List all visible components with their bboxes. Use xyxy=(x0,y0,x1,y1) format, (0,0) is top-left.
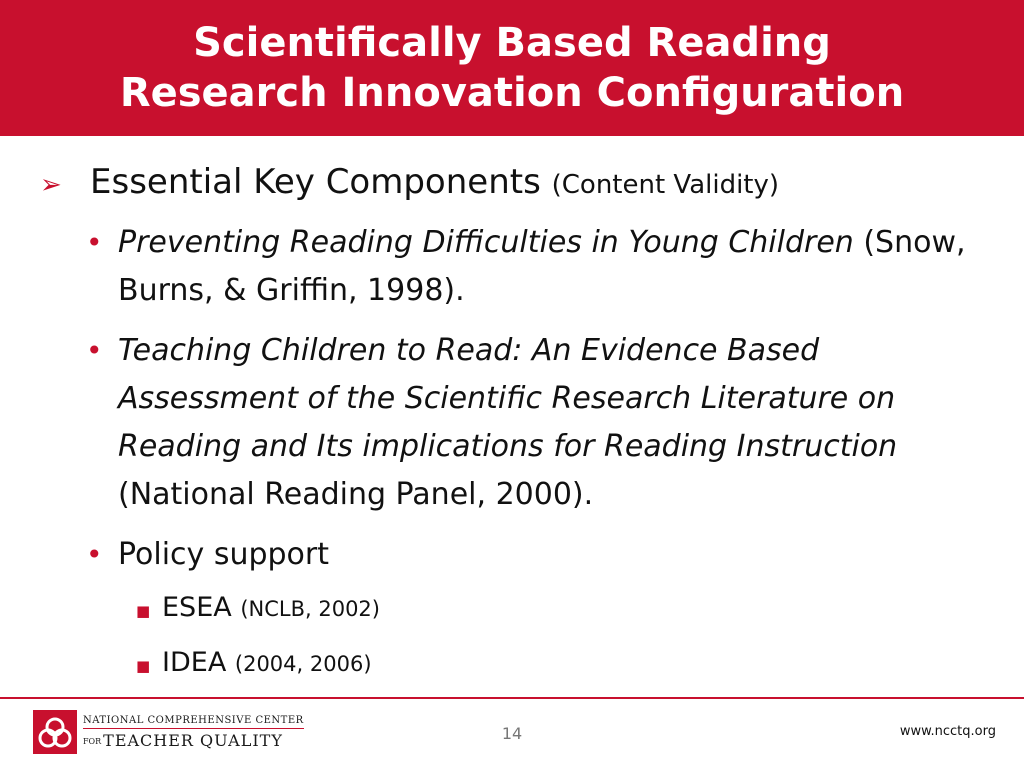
square-icon: ■ xyxy=(136,657,151,675)
slide-title-line-2: Research Innovation Configuration xyxy=(119,70,905,116)
ncctq-logo xyxy=(33,710,304,754)
law-note: (NCLB, 2002) xyxy=(240,597,380,621)
dot-icon: • xyxy=(86,226,103,259)
footer-divider xyxy=(0,697,1024,699)
logo-teacher-quality: TEACHER QUALITY xyxy=(103,730,283,750)
dot-icon: • xyxy=(86,538,103,571)
logo-line-1: NATIONAL COMPREHENSIVE CENTER xyxy=(83,715,304,729)
footer-url: www.ncctq.org xyxy=(899,724,996,739)
citation: (National Reading Panel, 2000). xyxy=(118,477,594,512)
sub-bullet-idea xyxy=(136,640,1000,689)
logo-line-2 xyxy=(83,731,304,750)
bullet-teaching-children-to-read xyxy=(86,327,1000,519)
book-title: Preventing Reading Difficulties in Young Children xyxy=(118,225,854,260)
bullet-text xyxy=(118,219,1000,315)
logo-wordmark xyxy=(83,715,304,750)
heading-note: (Content Validity) xyxy=(551,170,780,200)
report-title: Teaching Children to Read: An Evidence Based Assessment of the Scientific Research Literature on Reading and Its implications for Reading Instruction xyxy=(118,333,898,464)
slide-title-line-1: Scientifically Based Reading xyxy=(193,20,831,66)
dot-icon: • xyxy=(86,334,103,367)
heading-text: Essential Key Components xyxy=(90,162,541,202)
law-label: ESEA xyxy=(162,592,232,623)
logo-for: FOR xyxy=(83,736,102,746)
bullet-essential-key-components xyxy=(40,160,1000,207)
page-number: 14 xyxy=(501,724,523,743)
sub-bullet-text xyxy=(162,640,372,687)
title-bar xyxy=(0,0,1024,136)
bullet-text: Policy support xyxy=(118,537,330,572)
arrowhead-icon: ➢ xyxy=(40,170,62,200)
bullet-preventing-reading-difficulties xyxy=(86,219,1000,315)
sub-bullet-esea xyxy=(136,585,1000,634)
celtic-knot-icon xyxy=(33,710,77,754)
slide-content xyxy=(40,160,1000,689)
sub-bullet-text xyxy=(162,585,380,632)
square-icon: ■ xyxy=(136,602,151,620)
law-note: (2004, 2006) xyxy=(234,652,372,676)
law-label: IDEA xyxy=(162,647,227,678)
bullet-text xyxy=(118,327,1000,519)
bullet-policy-support xyxy=(86,531,1000,579)
bullet-text xyxy=(90,160,779,207)
citation: (Snow, Burns, & Griffin, 1998). xyxy=(118,225,966,308)
